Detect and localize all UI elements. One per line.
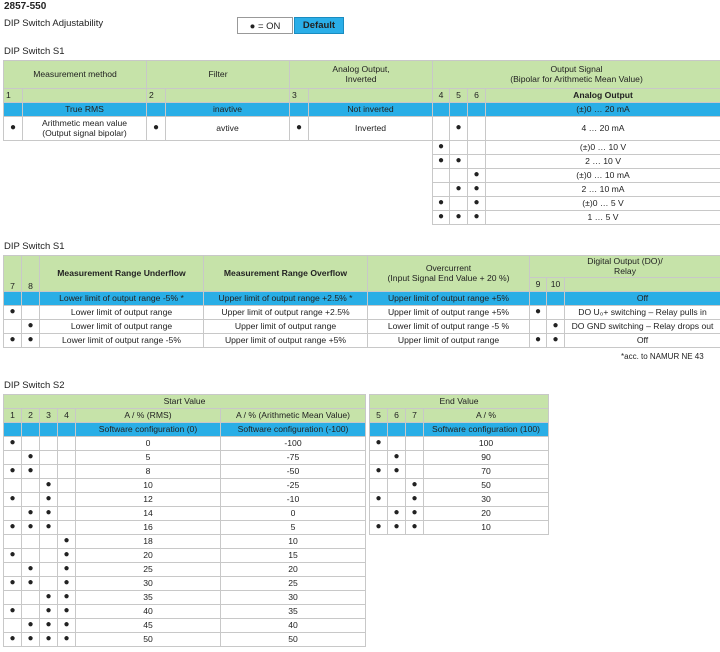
switch-number: 1 [4,89,23,103]
start-arith-value: -100 [221,437,366,451]
switch-dot: ● [370,437,388,451]
table-row [4,155,720,169]
start-arith-value: -25 [221,479,366,493]
underflow-value: Lower limit of output range -5% * [40,292,204,306]
switch-dot: ● [450,117,468,141]
table-row [4,141,720,155]
start-rms-value: 25 [76,563,221,577]
switch-dot [468,117,486,141]
filter-value: inavtive [166,103,290,117]
table-row [4,183,720,197]
header-analog-inverted: Analog Output, Inverted [290,61,433,89]
underflow-value: Lower limit of output range [40,320,204,334]
start-arith-value: 35 [221,605,366,619]
switch-dot [547,292,565,306]
default-end: Software configuration (100) [424,423,549,437]
start-arith-value: 25 [221,577,366,591]
switch-dot: ● [406,479,424,493]
table-row [4,465,549,479]
switch-number: 8 [22,256,40,292]
start-rms-value: 35 [76,591,221,605]
end-value: 20 [424,507,549,521]
switch-dot [4,292,22,306]
header-range-underflow: Measurement Range Underflow [40,256,204,292]
switch-dot: ● [22,465,40,479]
start-rms-value: 40 [76,605,221,619]
switch-dot: ● [547,334,565,348]
table-row [4,549,549,563]
dip-switch-s2-table [3,394,549,647]
switch-dot [388,493,406,507]
switch-dot: ● [406,507,424,521]
switch-number: 1 [4,409,22,423]
switch-dot [22,479,40,493]
switch-dot: ● [388,465,406,479]
document-code: 2857-550 [4,1,47,12]
start-arith-value: 10 [221,535,366,549]
output-signal-value: (±)0 … 20 mA [486,103,720,117]
dip-switch-s1-table-a [3,60,720,225]
switch-dot: ● [22,507,40,521]
switch-number: 6 [468,89,486,103]
switch-dot [147,103,166,117]
switch-dot [530,320,547,334]
switch-number: 2 [22,409,40,423]
switch-dot [388,437,406,451]
overflow-value: Upper limit of output range +5% [204,334,368,348]
switch-dot: ● [40,507,58,521]
switch-dot [22,549,40,563]
digital-output-value: DO U₀+ switching – Relay pulls in [565,306,720,320]
switch-dot: ● [40,605,58,619]
switch-dot: ● [40,479,58,493]
switch-dot [450,103,468,117]
start-rms-value: 18 [76,535,221,549]
measurement-method-value: True RMS [23,103,147,117]
switch-number: 3 [290,89,309,103]
switch-dot [530,292,547,306]
start-arith-value: -10 [221,493,366,507]
switch-dot: ● [4,605,22,619]
start-arith-value: 20 [221,563,366,577]
start-arith-value: 40 [221,619,366,633]
inverted-value: Not inverted [309,103,433,117]
switch-dot [40,577,58,591]
switch-number: 7 [4,256,22,292]
dip-switch-s1-table-b [3,255,720,348]
default-arith: Software configuration (-100) [221,423,366,437]
switch-dot: ● [22,563,40,577]
start-rms-value: 16 [76,521,221,535]
header-analog-output: Analog Output [486,89,720,103]
legend-on: ● = ON [237,17,293,34]
switch-dot [450,169,468,183]
table-row [4,169,720,183]
switch-dot [290,103,309,117]
switch-dot: ● [147,117,166,141]
switch-dot [406,451,424,465]
table2-caption: DIP Switch S1 [4,241,65,252]
switch-dot [4,563,22,577]
switch-dot: ● [530,334,547,348]
switch-dot: ● [370,521,388,535]
switch-dot: ● [433,141,450,155]
switch-dot: ● [388,451,406,465]
table-row [4,437,549,451]
table-row [4,521,549,535]
switch-dot: ● [22,334,40,348]
switch-dot [40,437,58,451]
header-overcurrent: Overcurrent (Input Signal End Value + 20 %) [368,256,530,292]
underflow-value: Lower limit of output range -5% [40,334,204,348]
table-row [4,535,549,549]
switch-dot: ● [388,507,406,521]
switch-dot [22,493,40,507]
header-measurement-method: Measurement method [4,61,147,89]
switch-dot: ● [58,591,76,605]
start-rms-value: 20 [76,549,221,563]
switch-dot: ● [58,633,76,647]
switch-dot: ● [58,577,76,591]
header-end-value: End Value [370,395,549,409]
switch-number: 5 [370,409,388,423]
switch-dot: ● [530,306,547,320]
switch-dot: ● [406,521,424,535]
switch-dot [468,155,486,169]
switch-dot [547,306,565,320]
switch-dot [468,103,486,117]
end-value: 30 [424,493,549,507]
overcurrent-value: Lower limit of output range -5 % [368,320,530,334]
switch-dot [4,507,22,521]
start-arith-value: 0 [221,507,366,521]
output-signal-value: (±)0 … 10 mA [486,169,720,183]
table-row [4,292,720,306]
switch-dot [40,563,58,577]
switch-dot [433,183,450,197]
switch-number: 4 [58,409,76,423]
switch-dot [4,479,22,493]
switch-dot: ● [22,633,40,647]
switch-dot [468,141,486,155]
switch-dot [450,197,468,211]
overflow-value: Upper limit of output range [204,320,368,334]
switch-dot [4,320,22,334]
switch-dot [370,479,388,493]
switch-dot: ● [58,619,76,633]
output-signal-value: 4 … 20 mA [486,117,720,141]
start-arith-value: 30 [221,591,366,605]
switch-dot: ● [4,437,22,451]
switch-dot [22,605,40,619]
table-row [4,334,720,348]
switch-dot: ● [4,493,22,507]
switch-dot [40,465,58,479]
table-row [4,211,720,225]
switch-dot: ● [58,535,76,549]
switch-number: 4 [433,89,450,103]
switch-dot [406,465,424,479]
output-signal-value: 2 … 10 mA [486,183,720,197]
table3-caption: DIP Switch S2 [4,380,65,391]
start-arith-value: 50 [221,633,366,647]
header-rms: A / % (RMS) [76,409,221,423]
output-signal-value: 1 … 5 V [486,211,720,225]
switch-dot: ● [450,155,468,169]
switch-dot [58,521,76,535]
switch-dot: ● [4,633,22,647]
document-title: DIP Switch Adjustability [4,18,104,29]
switch-dot [370,451,388,465]
switch-dot: ● [370,465,388,479]
table-row [4,306,720,320]
switch-dot: ● [58,549,76,563]
switch-dot [22,306,40,320]
switch-dot [4,619,22,633]
output-signal-value: (±)0 … 10 V [486,141,720,155]
legend-default: Default [294,17,344,34]
switch-dot [40,535,58,549]
switch-dot: ● [58,563,76,577]
filter-value: avtive [166,117,290,141]
switch-dot: ● [4,577,22,591]
overcurrent-value: Upper limit of output range +5% [368,292,530,306]
table-row [4,320,720,334]
switch-dot: ● [22,451,40,465]
digital-output-value: Off [565,292,720,306]
switch-dot [22,292,40,306]
switch-number: 6 [388,409,406,423]
switch-dot [22,535,40,549]
switch-dot: ● [450,211,468,225]
end-value: 10 [424,521,549,535]
table-row [4,479,549,493]
switch-dot: ● [433,155,450,169]
switch-dot [406,437,424,451]
start-rms-value: 5 [76,451,221,465]
switch-dot: ● [40,521,58,535]
digital-output-value: DO GND switching – Relay drops out [565,320,720,334]
switch-dot: ● [370,493,388,507]
overcurrent-value: Upper limit of output range [368,334,530,348]
start-rms-value: 10 [76,479,221,493]
switch-dot: ● [468,169,486,183]
header-start-value: Start Value [4,395,366,409]
switch-dot: ● [4,549,22,563]
end-value: 50 [424,479,549,493]
switch-dot [58,507,76,521]
switch-dot: ● [22,619,40,633]
table-row [4,577,549,591]
switch-dot [22,437,40,451]
table-row [4,605,549,619]
switch-number: 3 [40,409,58,423]
overcurrent-value: Upper limit of output range +5% [368,306,530,320]
switch-dot: ● [406,493,424,507]
switch-dot [40,451,58,465]
switch-dot [40,549,58,563]
underflow-value: Lower limit of output range [40,306,204,320]
switch-dot: ● [40,633,58,647]
inverted-value: Inverted [309,117,433,141]
footnote: *acc. to NAMUR NE 43 [621,352,704,361]
overflow-value: Upper limit of output range +2.5% [204,306,368,320]
switch-dot [433,103,450,117]
switch-dot: ● [388,521,406,535]
switch-dot [58,479,76,493]
switch-number: 10 [547,278,565,292]
header-digital-output: Digital Output (DO)/ Relay [530,256,720,278]
output-signal-value: (±)0 … 5 V [486,197,720,211]
switch-dot: ● [40,493,58,507]
switch-dot: ● [58,605,76,619]
start-rms-value: 50 [76,633,221,647]
table-row [4,563,549,577]
switch-dot [58,465,76,479]
switch-dot [58,451,76,465]
start-rms-value: 14 [76,507,221,521]
switch-dot [4,103,23,117]
table-row [4,633,549,647]
measurement-method-value: Arithmetic mean value (Output signal bipolar) [23,117,147,141]
switch-dot: ● [4,334,22,348]
switch-number: 7 [406,409,424,423]
switch-dot [433,169,450,183]
table-row [4,451,549,465]
switch-dot [370,507,388,521]
start-rms-value: 45 [76,619,221,633]
table-row [4,507,549,521]
switch-dot: ● [4,465,22,479]
switch-dot: ● [4,306,22,320]
end-value: 70 [424,465,549,479]
switch-dot: ● [547,320,565,334]
table-row [4,197,720,211]
start-rms-value: 8 [76,465,221,479]
switch-number: 9 [530,278,547,292]
header-range-overflow: Measurement Range Overflow [204,256,368,292]
switch-dot: ● [468,197,486,211]
overflow-value: Upper limit of output range +2.5% * [204,292,368,306]
start-rms-value: 12 [76,493,221,507]
switch-dot: ● [468,211,486,225]
switch-dot: ● [4,117,23,141]
start-rms-value: 0 [76,437,221,451]
switch-dot [22,591,40,605]
switch-dot [388,479,406,493]
start-arith-value: -50 [221,465,366,479]
switch-dot: ● [4,521,22,535]
switch-dot: ● [290,117,309,141]
header-output-signal: Output Signal (Bipolar for Arithmetic Mean Value) [433,61,720,89]
table-row [4,619,549,633]
end-value: 100 [424,437,549,451]
end-value: 90 [424,451,549,465]
table-row [4,591,549,605]
output-signal-value: 2 … 10 V [486,155,720,169]
switch-dot: ● [450,183,468,197]
switch-dot: ● [22,521,40,535]
switch-dot [450,141,468,155]
header-filter: Filter [147,61,290,89]
switch-dot [4,535,22,549]
switch-dot [433,117,450,141]
header-end-percent: A / % [424,409,549,423]
switch-dot [4,451,22,465]
header-arith: A / % (Arithmetic Mean Value) [221,409,366,423]
switch-dot: ● [40,591,58,605]
switch-dot: ● [22,320,40,334]
switch-number: 2 [147,89,166,103]
start-arith-value: 15 [221,549,366,563]
switch-dot: ● [433,197,450,211]
switch-dot: ● [40,619,58,633]
start-arith-value: 5 [221,521,366,535]
digital-output-value: Off [565,334,720,348]
switch-dot: ● [22,577,40,591]
switch-dot: ● [468,183,486,197]
switch-dot: ● [433,211,450,225]
table1-caption: DIP Switch S1 [4,46,65,57]
start-arith-value: -75 [221,451,366,465]
table-row [4,493,549,507]
default-rms: Software configuration (0) [76,423,221,437]
switch-number: 5 [450,89,468,103]
switch-dot [58,493,76,507]
switch-dot [58,437,76,451]
switch-dot [4,591,22,605]
start-rms-value: 30 [76,577,221,591]
